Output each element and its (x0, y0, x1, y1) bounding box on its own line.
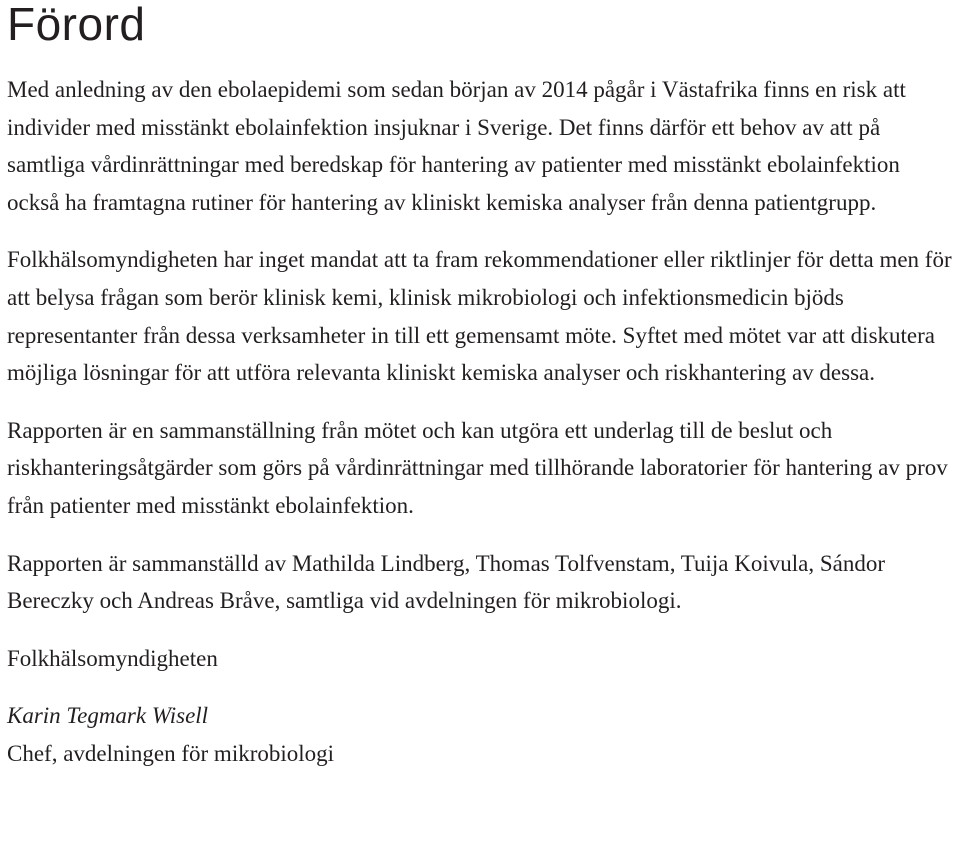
paragraph-authors: Rapporten är sammanställd av Mathilda Lindberg, Thomas Tolfvenstam, Tuija Koivula, Sándor Bereczky och Andreas Bråve, samtliga vid avdelningen för mikrobiologi. (7, 550, 886, 614)
signature-title: Chef, avdelningen för mikrobiologi (7, 740, 335, 766)
signature-name: Karin Tegmark Wisell (7, 703, 209, 729)
paragraph-report-purpose: Rapporten är en sammanställning från mötet och kan utgöra ett underlag till de beslut och riskhanteringsåtgärder som görs på vårdinrättningar med tillhörande laboratorier för hantering av prov från patienter med misstänkt ebolainfektion. (7, 417, 948, 518)
document-page (7, 0, 955, 773)
paragraph-mandate: Folkhälsomyndigheten har inget mandat att ta fram rekommendationer eller riktlinjer för detta men för att belysa frågan som berör klinisk kemi, klinisk mikrobiologi och infektionsmedicin bjöds representanter från dessa verksamheter in till ett gemensamt möte. Syftet med mötet var att diskutera möjliga lösningar för att utföra relevanta kliniskt kemiska analyser och riskhantering av dessa. (7, 247, 952, 386)
page-title: Förord (7, 0, 146, 50)
paragraph-background: Med anledning av den ebolaepidemi som sedan början av 2014 pågår i Västafrika finns en risk att individer med misstänkt ebolainfektion insjuknar i Sverige. Det finns därför ett behov av att på samtliga vårdinrättningar med beredskap för hantering av patienter med misstänkt ebolainfektion också ha framtagna rutiner för hantering av kliniskt kemiska analyser från denna patientgrupp. (7, 77, 906, 215)
organization-name: Folkhälsomyndigheten (7, 645, 218, 671)
